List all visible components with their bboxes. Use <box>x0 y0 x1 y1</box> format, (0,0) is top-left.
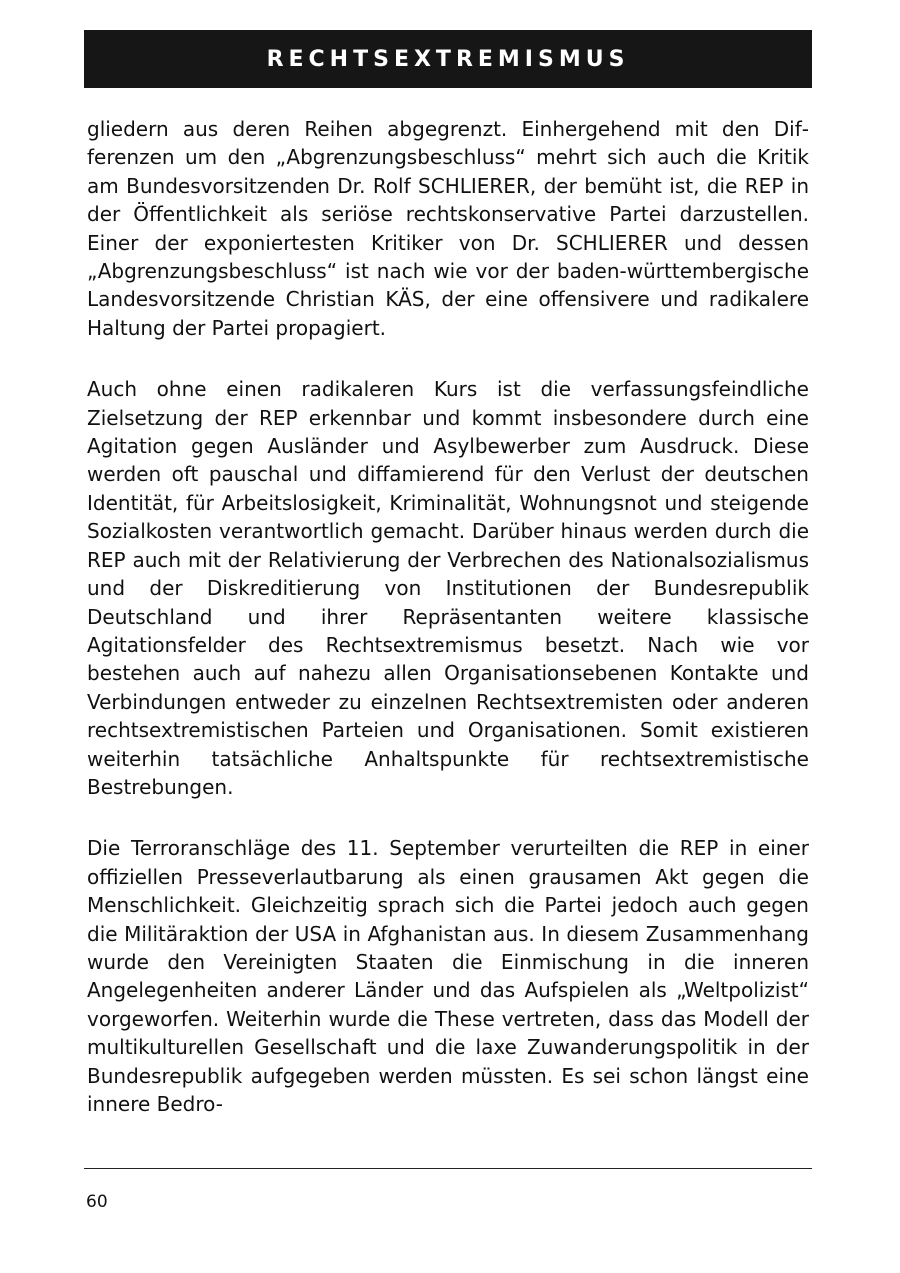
paragraph-1: gliedern aus deren Reihen abgegrenzt. Einhergehend mit den Differenzen um den „Abgrenzungsbeschluss“ mehrt sich auch die Kritik am Bundesvorsitzenden Dr. Rolf SCHLIERER, der bemüht ist, die REP in der Öffentlichkeit als seriöse rechtskonservative Partei darzustellen. Einer der exponiertesten Kritiker von Dr. SCHLIERER und dessen „Abgrenzungsbeschluss“ ist nach wie vor der baden-württembergische Landesvorsitzende Christian KÄS, der eine offensivere und radikalere Haltung der Partei propagiert. <box>87 117 809 340</box>
body-text <box>87 115 809 1151</box>
footer-divider <box>84 1168 812 1169</box>
paragraph-2: Auch ohne einen radikaleren Kurs ist die verfassungsfeindliche Zielsetzung der REP erkennbar und kommt insbesondere durch eine Agitation gegen Ausländer und Asylbewerber zum Ausdruck. Diese werden oft pauschal und diffamierend für den Verlust der deutschen Identität, für Arbeitslosigkeit, Kriminalität, Wohnungsnot und steigende Sozialkosten verantwortlich gemacht. Darüber hinaus werden durch die REP auch mit der Relativierung der Verbrechen des Nationalsozialismus und der Diskreditierung von Institutionen der Bundesrepublik Deutschland und ihrer Repräsentanten weitere klassische Agitationsfelder des Rechtsextremismus besetzt. Nach wie vor bestehen auch auf nahezu allen Organisationsebenen Kontakte und Verbindungen entweder zu einzelnen Rechtsextremisten oder anderen rechtsextremistischen Parteien und Organisationen. Somit existieren weiterhin tatsächliche Anhaltspunkte für rechtsextremistische Bestrebungen. <box>87 377 809 799</box>
page-number: 60 <box>86 1192 108 1212</box>
chapter-header-bar <box>84 30 812 88</box>
paragraph-3: Die Terroranschläge des 11. September verurteilten die REP in einer offiziellen Presseverlautbarung als einen grausamen Akt gegen die Menschlichkeit. Gleichzeitig sprach sich die Partei jedoch auch gegen die Militäraktion der USA in Afghanistan aus. In diesem Zusammenhang wurde den Vereinigten Staaten die Einmischung in die inneren Angelegenheiten anderer Länder und das Aufspielen als „Weltpolizist“ vorgeworfen. Weiterhin wurde die These vertreten, dass das Modell der multikulturellen Gesellschaft und die laxe Zuwanderungspolitik in der Bundesrepublik aufgegeben werden müssten. Es sei schon längst eine innere Bedro- <box>87 836 809 1116</box>
chapter-title: RECHTSEXTREMISMUS <box>266 46 630 72</box>
